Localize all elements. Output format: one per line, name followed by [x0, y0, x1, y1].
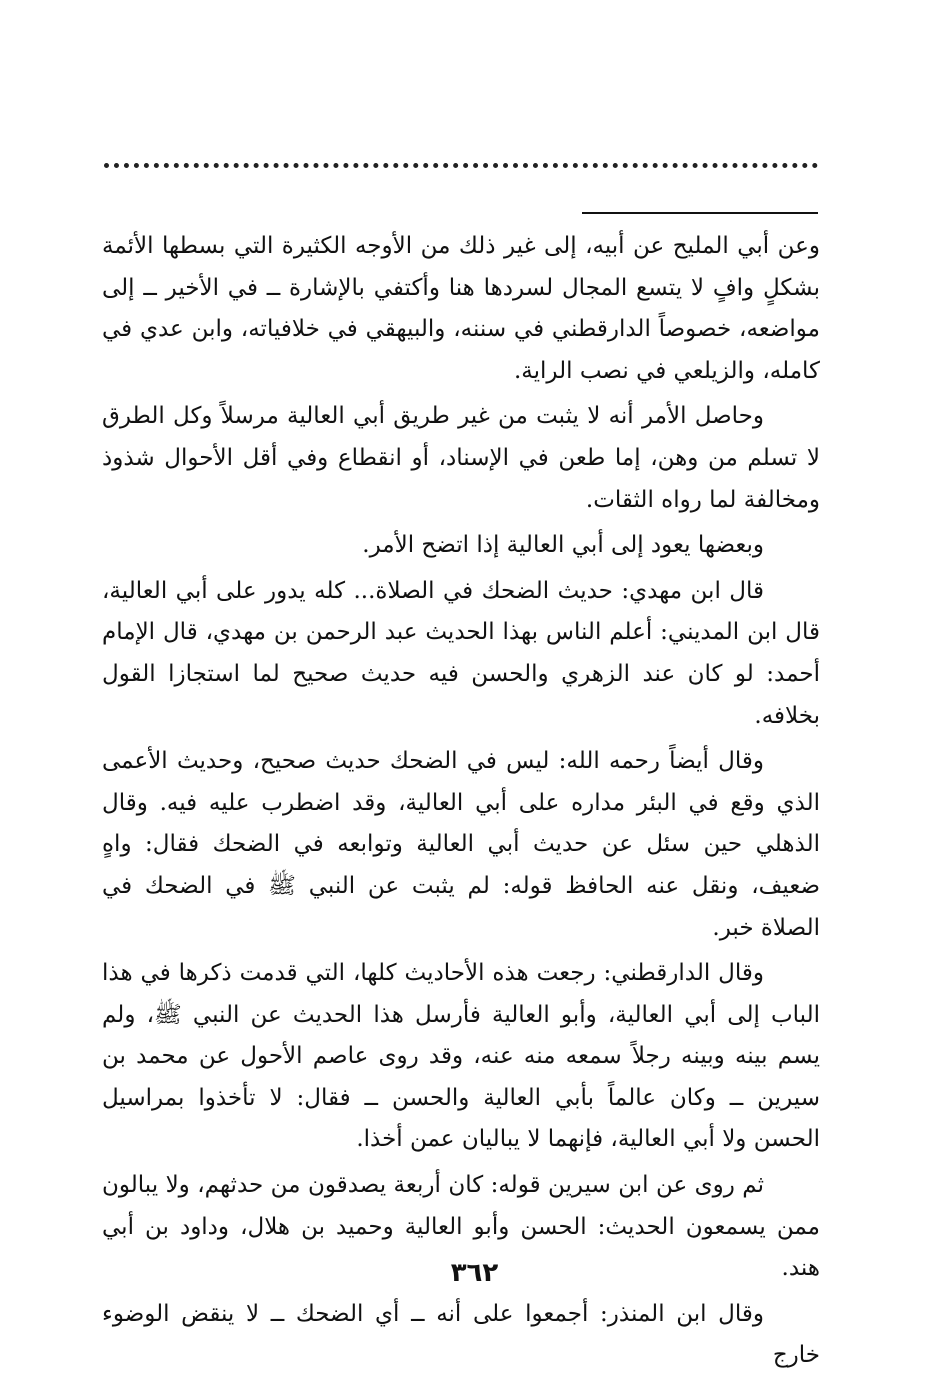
footnote-rule — [582, 212, 818, 214]
paragraph: وقال أيضاً رحمه الله: ليس في الضحك حديث صحيح، وحديث الأعمى الذي وقع في البئر مداره على أبي العالية، وقد اضطرب عليه فيه. وقال الذهلي حين سئل عن حديث أبي العالية وتوابعه في الضحك فقال: واهٍ ضعيف، ونقل عنه الحافظ قوله: لم يثبت عن النبي ﷺ في الضحك في الصلاة خبر. — [102, 748, 820, 941]
paragraph: وقال ابن المنذر: أجمعوا على أنه ــ أي الضحك ــ لا ينقض الوضوء خارج — [102, 1300, 820, 1369]
body-text — [102, 226, 820, 1381]
paragraph: وقال الدارقطني: رجعت هذه الأحاديث كلها، التي قدمت ذكرها في هذا الباب إلى أبي العالية، وأبو العالية فأرسل هذا الحديث عن النبي ﷺ، ولم يسم بينه وبينه رجلاً سمعه منه عنه، وقد روى عاصم الأحول عن محمد بن سيرين ــ وكان عالماً بأبي العالية والحسن ــ فقال: لا تأخذوا بمراسيل الحسن ولا أبي العالية، فإنهما لا يباليان عمن أخذا. — [102, 960, 820, 1153]
dotted-separator — [104, 148, 818, 168]
paragraph: قال ابن مهدي: حديث الضحك في الصلاة... كله يدور على أبي العالية، قال ابن المديني: أعلم الناس بهذا الحديث عبد الرحمن بن مهدي، قال الإمام أحمد: لو كان عند الزهري والحسن فيه حديث صحيح لما استجازا القول بخلافه. — [102, 577, 820, 729]
paragraph: ثم روى عن ابن سيرين قوله: كان أربعة يصدقون من حدثهم، ولا يبالون ممن يسمعون الحديث: الحسن وأبو العالية وحميد بن هلال، وداود بن أبي هند. — [102, 1172, 820, 1282]
page-number: ٣٦٢ — [450, 1258, 499, 1288]
paragraph: وبعضها يعود إلى أبي العالية إذا اتضح الأمر. — [362, 532, 764, 559]
paragraph: وحاصل الأمر أنه لا يثبت من غير طريق أبي العالية مرسلاً وكل الطرق لا تسلم من وهن، إما طعن في الإسناد، أو انقطاع وفي أقل الأحوال شذوذ ومخالفة لما رواه الثقات. — [102, 403, 820, 513]
paragraph: وعن أبي المليح عن أبيه، إلى غير ذلك من الأوجه الكثيرة التي بسطها الأئمة بشكلٍ وافٍ لا يتسع المجال لسردها هنا وأكتفي بالإشارة ــ في الأخير ــ إلى مواضعه، خصوصاً الدارقطني في سننه، والبيهقي في خلافياته، وابن عدي في كامله، والزيلعي في نصب الراية. — [102, 233, 820, 384]
